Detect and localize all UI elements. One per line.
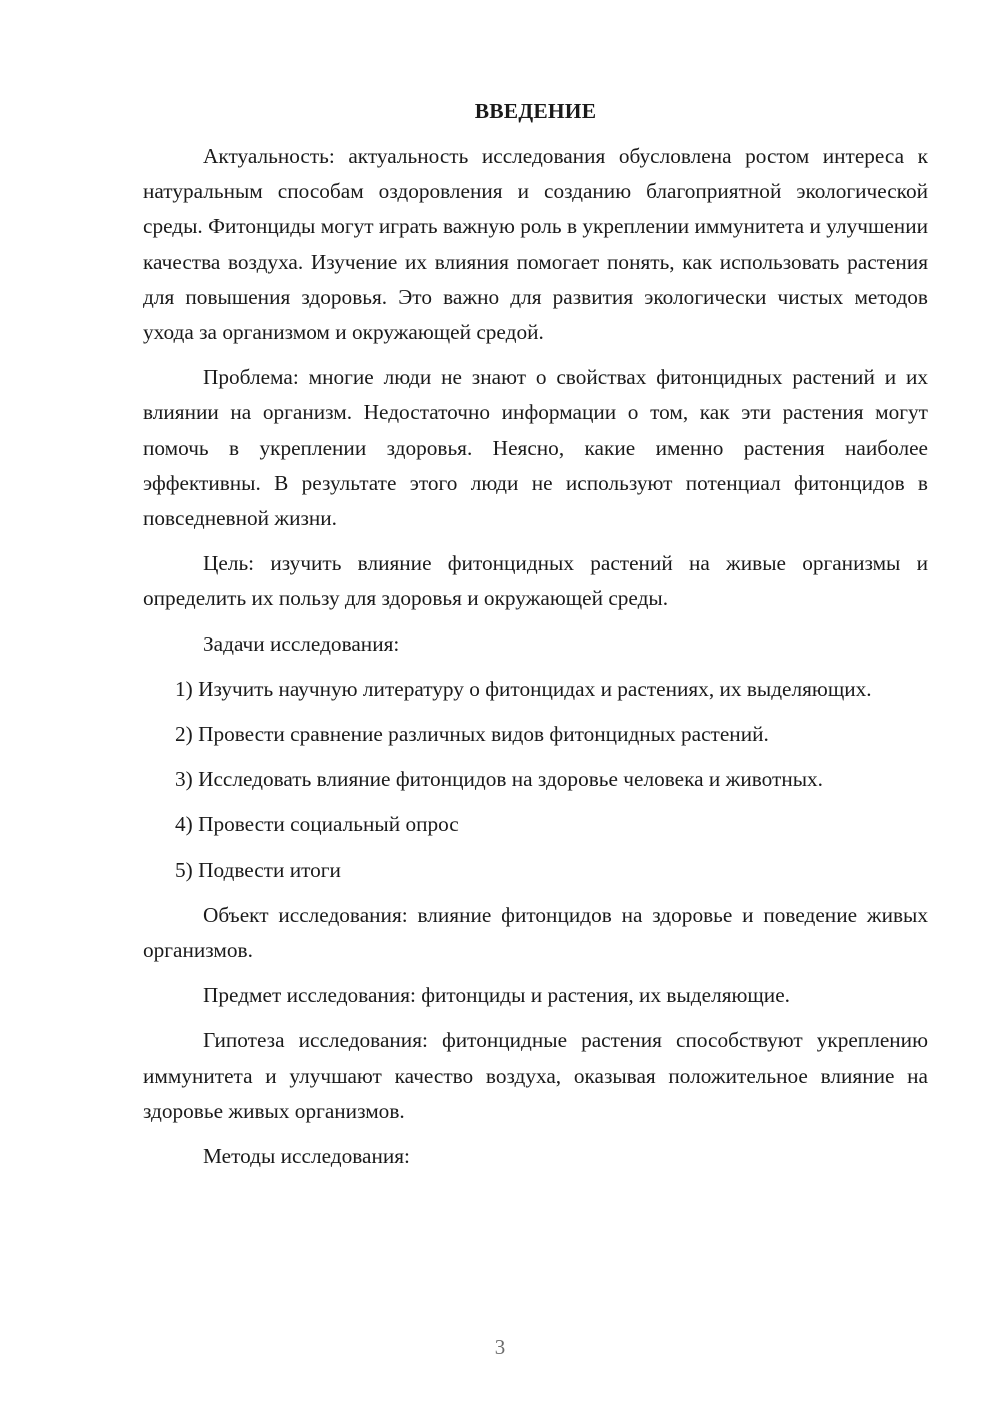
task-item-5: 5) Подвести итоги <box>175 857 341 882</box>
goal-paragraph: Цель: изучить влияние фитонцидных растений на живые организмы и определить их пользу для здоровья и окружающей среды. <box>143 551 928 611</box>
task-item-3: 3) Исследовать влияние фитонцидов на здоровье человека и животных. <box>175 767 823 792</box>
methods-heading: Методы исследования: <box>203 1144 410 1169</box>
relevance-paragraph: Актуальность: актуальность исследования обусловлена ростом интереса к натуральным способам оздоровления и созданию благоприятной экологической среды. Фитонциды могут играть важную роль в укреплении иммунитета и улучшении качества воздуха. Изучение их влияния помогает понять, как использовать растения для повышения здоровья. Это важно для развития экологически чистых методов ухода за организмом и окружающей средой. <box>143 144 928 345</box>
page-number: 3 <box>494 1335 506 1359</box>
object-paragraph: Объект исследования: влияние фитонцидов на здоровье и поведение живых организмов. <box>143 902 928 963</box>
hypothesis-paragraph: Гипотеза исследования: фитонцидные растения способствуют укреплению иммунитета и улучшают качество воздуха, оказывая положительное влияние на здоровье живых организмов. <box>143 1028 928 1123</box>
task-item-1: 1) Изучить научную литературу о фитонцидах и растениях, их выделяющих. <box>175 676 872 701</box>
section-title: ВВЕДЕНИЕ <box>474 99 597 123</box>
task-item-4: 4) Провести социальный опрос <box>175 812 459 837</box>
problem-paragraph: Проблема: многие люди не знают о свойствах фитонцидных растений и их влиянии на организм. Недостаточно информации о том, как эти растения могут помочь в укреплении здоровья. Неясно, какие именно растения наиболее эффективны. В результате этого люди не используют потенциал фитонцидов в повседневной жизни. <box>143 365 928 531</box>
subject-paragraph: Предмет исследования: фитонциды и растения, их выделяющие. <box>203 983 790 1008</box>
document-page <box>143 96 928 1184</box>
tasks-heading: Задачи исследования: <box>203 631 400 656</box>
task-item-2: 2) Провести сравнение различных видов фитонцидных растений. <box>175 722 769 747</box>
